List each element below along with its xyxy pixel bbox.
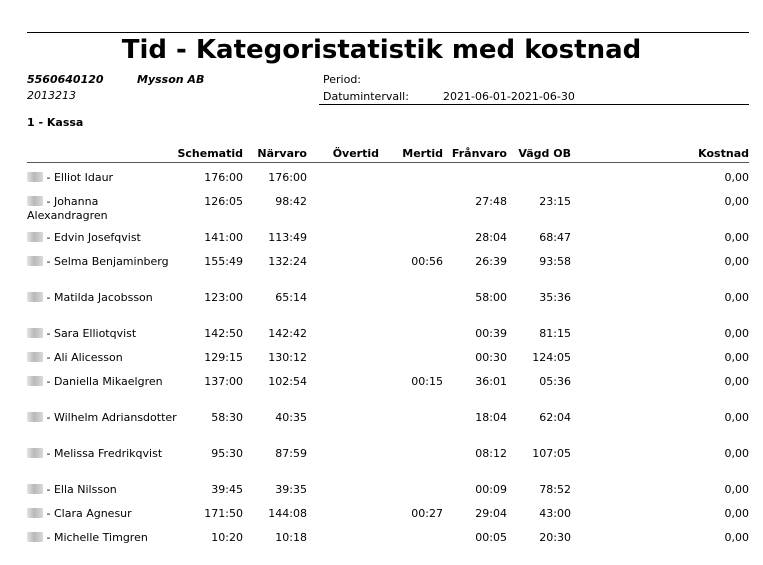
employee-name-text: - Matilda Jacobsson	[43, 291, 153, 304]
redacted-id-icon	[27, 508, 43, 518]
cell-franvaro: 26:39	[475, 255, 507, 268]
table-row	[0, 411, 763, 445]
cell-narvaro: 65:14	[275, 291, 307, 304]
col-overtid: Övertid	[332, 147, 379, 160]
employee-name	[27, 327, 177, 341]
cell-kostnad: 0,00	[724, 411, 749, 424]
cell-schematid: 171:50	[204, 507, 243, 520]
cell-vagd-ob: 20:30	[539, 531, 571, 544]
header-divider	[319, 104, 749, 105]
report-code: 2013213	[27, 89, 76, 102]
col-kostnad: Kostnad	[698, 147, 749, 160]
redacted-id-icon	[27, 292, 43, 302]
redacted-id-icon	[27, 352, 43, 362]
cell-kostnad: 0,00	[724, 327, 749, 340]
employee-name	[27, 507, 177, 521]
employee-name	[27, 375, 177, 389]
cell-mertid: 00:56	[411, 255, 443, 268]
cell-narvaro: 102:54	[268, 375, 307, 388]
cell-narvaro: 144:08	[268, 507, 307, 520]
col-narvaro: Närvaro	[257, 147, 307, 160]
cell-schematid: 137:00	[204, 375, 243, 388]
col-vagd-ob: Vägd OB	[518, 147, 571, 160]
col-franvaro: Frånvaro	[451, 147, 507, 160]
interval-value: 2021-06-01-2021-06-30	[443, 90, 575, 103]
employee-name	[27, 351, 177, 365]
cell-schematid: 155:49	[204, 255, 243, 268]
employee-name-text: - Clara Agnesur	[43, 507, 132, 520]
employee-name-text: - Selma Benjaminberg	[43, 255, 169, 268]
employee-name-text: - Wilhelm Adriansdotter	[43, 411, 177, 424]
cell-kostnad: 0,00	[724, 195, 749, 208]
cell-mertid: 00:27	[411, 507, 443, 520]
cell-narvaro: 40:35	[275, 411, 307, 424]
cell-narvaro: 142:42	[268, 327, 307, 340]
table-row	[0, 447, 763, 481]
redacted-id-icon	[27, 232, 43, 242]
cell-narvaro: 98:42	[275, 195, 307, 208]
report-title: Tid - Kategoristatistik med kostnad	[121, 35, 642, 65]
redacted-id-icon	[27, 256, 43, 266]
cell-kostnad: 0,00	[724, 507, 749, 520]
org-number: 5560640120	[27, 73, 104, 86]
table-row	[0, 255, 763, 289]
cell-mertid: 00:15	[411, 375, 443, 388]
employee-name	[27, 483, 177, 497]
employee-name-text: - Johanna Alexandragren	[27, 195, 108, 222]
table-row	[0, 531, 763, 565]
cell-vagd-ob: 43:00	[539, 507, 571, 520]
cell-kostnad: 0,00	[724, 447, 749, 460]
cell-franvaro: 29:04	[475, 507, 507, 520]
cell-narvaro: 132:24	[268, 255, 307, 268]
employee-name-text: - Sara Elliotqvist	[43, 327, 137, 340]
table-row	[0, 375, 763, 409]
cell-vagd-ob: 23:15	[539, 195, 571, 208]
cell-schematid: 142:50	[204, 327, 243, 340]
cell-narvaro: 176:00	[268, 171, 307, 184]
cell-franvaro: 00:05	[475, 531, 507, 544]
cell-franvaro: 00:09	[475, 483, 507, 496]
cell-franvaro: 00:39	[475, 327, 507, 340]
table-header-divider	[27, 162, 749, 163]
employee-name	[27, 291, 177, 305]
col-schematid: Schematid	[177, 147, 243, 160]
cell-schematid: 123:00	[204, 291, 243, 304]
cell-kostnad: 0,00	[724, 291, 749, 304]
employee-name	[27, 411, 177, 425]
redacted-id-icon	[27, 448, 43, 458]
section-title: 1 - Kassa	[27, 116, 84, 129]
cell-schematid: 129:15	[204, 351, 243, 364]
redacted-id-icon	[27, 412, 43, 422]
cell-kostnad: 0,00	[724, 351, 749, 364]
cell-vagd-ob: 05:36	[539, 375, 571, 388]
table-row	[0, 291, 763, 325]
redacted-id-icon	[27, 484, 43, 494]
redacted-id-icon	[27, 172, 43, 182]
cell-kostnad: 0,00	[724, 231, 749, 244]
employee-name-text: - Michelle Timgren	[43, 531, 148, 544]
cell-narvaro: 39:35	[275, 483, 307, 496]
employee-name	[27, 255, 177, 269]
redacted-id-icon	[27, 196, 43, 206]
cell-vagd-ob: 78:52	[539, 483, 571, 496]
employee-name-text: - Ali Alicesson	[43, 351, 123, 364]
employee-name	[27, 447, 177, 461]
cell-schematid: 10:20	[211, 531, 243, 544]
cell-franvaro: 00:30	[475, 351, 507, 364]
cell-vagd-ob: 124:05	[532, 351, 571, 364]
redacted-id-icon	[27, 532, 43, 542]
cell-franvaro: 36:01	[475, 375, 507, 388]
company-name: Mysson AB	[137, 73, 205, 86]
cell-franvaro: 58:00	[475, 291, 507, 304]
employee-name	[27, 195, 177, 223]
cell-kostnad: 0,00	[724, 531, 749, 544]
cell-vagd-ob: 68:47	[539, 231, 571, 244]
interval-label: Datumintervall:	[323, 90, 409, 103]
cell-vagd-ob: 35:36	[539, 291, 571, 304]
cell-franvaro: 28:04	[475, 231, 507, 244]
employee-name	[27, 231, 177, 245]
cell-vagd-ob: 81:15	[539, 327, 571, 340]
col-mertid: Mertid	[402, 147, 443, 160]
cell-vagd-ob: 107:05	[532, 447, 571, 460]
table-row	[0, 195, 763, 229]
cell-schematid: 176:00	[204, 171, 243, 184]
cell-kostnad: 0,00	[724, 171, 749, 184]
cell-franvaro: 27:48	[475, 195, 507, 208]
employee-name	[27, 171, 177, 185]
cell-schematid: 95:30	[211, 447, 243, 460]
employee-name-text: - Daniella Mikaelgren	[43, 375, 163, 388]
cell-narvaro: 113:49	[268, 231, 307, 244]
cell-kostnad: 0,00	[724, 375, 749, 388]
redacted-id-icon	[27, 376, 43, 386]
cell-narvaro: 130:12	[268, 351, 307, 364]
cell-franvaro: 08:12	[475, 447, 507, 460]
cell-kostnad: 0,00	[724, 483, 749, 496]
cell-vagd-ob: 62:04	[539, 411, 571, 424]
cell-schematid: 126:05	[204, 195, 243, 208]
employee-name-text: - Melissa Fredrikqvist	[43, 447, 163, 460]
cell-narvaro: 87:59	[275, 447, 307, 460]
employee-name-text: - Elliot Idaur	[43, 171, 114, 184]
period-label: Period:	[323, 73, 362, 86]
employee-name-text: - Ella Nilsson	[43, 483, 117, 496]
cell-schematid: 39:45	[211, 483, 243, 496]
cell-franvaro: 18:04	[475, 411, 507, 424]
cell-vagd-ob: 93:58	[539, 255, 571, 268]
redacted-id-icon	[27, 328, 43, 338]
employee-name	[27, 531, 177, 545]
employee-name-text: - Edvin Josefqvist	[43, 231, 141, 244]
cell-schematid: 58:30	[211, 411, 243, 424]
cell-kostnad: 0,00	[724, 255, 749, 268]
cell-narvaro: 10:18	[275, 531, 307, 544]
cell-schematid: 141:00	[204, 231, 243, 244]
